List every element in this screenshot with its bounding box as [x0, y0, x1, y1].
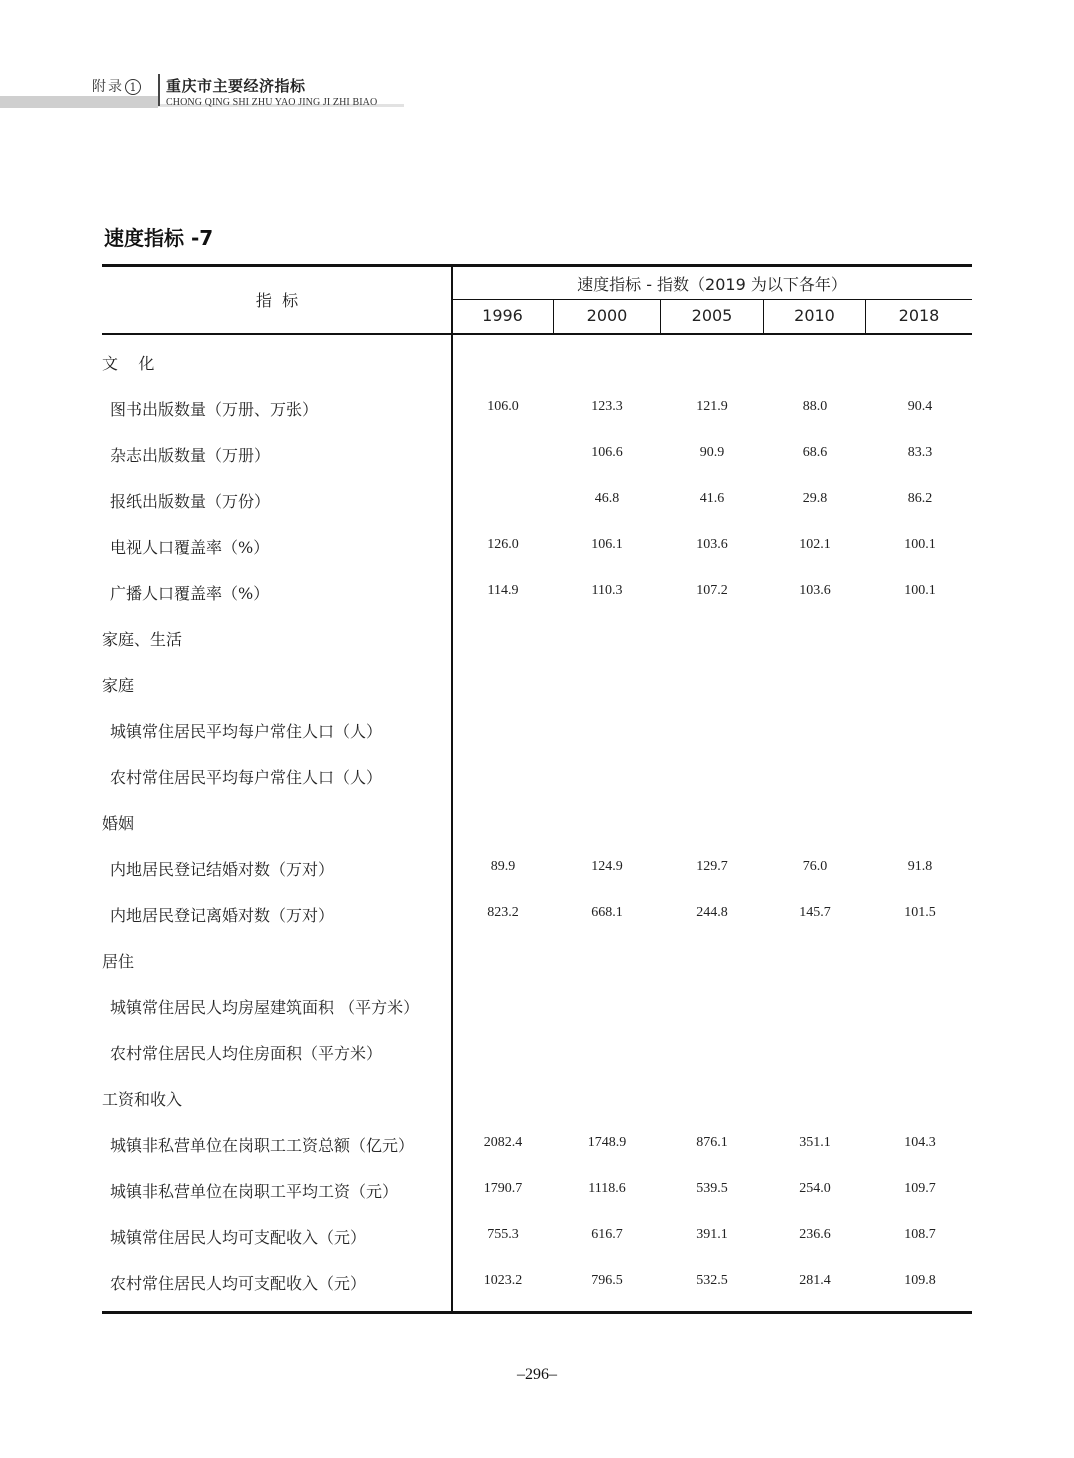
header-divider	[158, 74, 160, 106]
row-indicator-label: 城镇常住居民人均房屋建筑面积 （平方米）	[110, 998, 420, 1017]
header-subtitle: CHONG QING SHI ZHU YAO JING JI ZHI BIAO	[166, 97, 378, 108]
group-header-rule	[452, 299, 972, 300]
row-value-1996: 1023.2	[483, 1273, 523, 1288]
row-value-2010: 88.0	[802, 399, 828, 414]
row-value-2010: 254.0	[799, 1181, 831, 1196]
table-row	[102, 753, 972, 799]
row-value-2005: 539.5	[696, 1181, 728, 1196]
table-row	[102, 1029, 972, 1075]
row-value-2018: 109.7	[904, 1181, 936, 1196]
year-header: 2000	[586, 306, 628, 325]
row-value-2005: 103.6	[696, 537, 728, 552]
table-row	[102, 339, 972, 385]
row-value-1996: 2082.4	[483, 1135, 523, 1150]
row-value-2010: 68.6	[802, 445, 828, 460]
header-band	[0, 96, 158, 108]
group-header: 速度指标 - 指数（2019 为以下各年）	[577, 275, 847, 294]
row-value-2018: 90.4	[907, 399, 933, 414]
row-category-label: 工资和收入	[102, 1090, 183, 1109]
row-value-2000: 668.1	[591, 905, 623, 920]
row-indicator-label: 内地居民登记结婚对数（万对）	[110, 860, 335, 879]
row-value-1996: 89.9	[490, 859, 516, 874]
row-value-1996: 114.9	[487, 583, 519, 598]
row-value-2018: 86.2	[907, 491, 933, 506]
table-row	[102, 477, 972, 523]
row-value-2000: 1118.6	[588, 1181, 626, 1196]
row-indicator-label: 杂志出版数量（万册）	[110, 446, 271, 465]
row-value-2018: 100.1	[904, 537, 936, 552]
table-row	[102, 799, 972, 845]
year-header: 1996	[482, 306, 523, 325]
row-indicator-label: 城镇常住居民人均可支配收入（元）	[110, 1228, 367, 1247]
row-indicator-label: 广播人口覆盖率（%）	[110, 584, 270, 603]
row-value-2005: 532.5	[696, 1273, 728, 1288]
row-value-2005: 107.2	[696, 583, 728, 598]
row-value-2000: 796.5	[591, 1273, 623, 1288]
row-indicator-label: 报纸出版数量（万份）	[110, 492, 271, 511]
indicator-header: 指 标	[255, 291, 299, 310]
row-value-2005: 90.9	[699, 445, 725, 460]
table-row	[102, 1121, 972, 1167]
table-top-rule	[102, 264, 972, 267]
row-value-2010: 29.8	[802, 491, 828, 506]
table-row	[102, 1259, 972, 1305]
row-indicator-label: 城镇非私营单位在岗职工工资总额（亿元）	[110, 1136, 415, 1155]
table-bottom-rule	[102, 1311, 972, 1314]
row-indicator-label: 农村常住居民人均住房面积（平方米）	[110, 1044, 383, 1063]
appendix-number: 1	[125, 79, 141, 95]
row-value-2018: 109.8	[904, 1273, 936, 1288]
row-value-1996: 823.2	[487, 905, 519, 920]
year-header: 2005	[691, 306, 733, 325]
row-value-2018: 100.1	[904, 583, 936, 598]
table-row	[102, 1167, 972, 1213]
row-value-2018: 101.5	[904, 905, 936, 920]
row-value-2000: 1748.9	[587, 1135, 627, 1150]
row-indicator-label: 图书出版数量（万册、万张）	[110, 400, 319, 419]
year-header: 2018	[898, 306, 940, 325]
row-value-2005: 876.1	[696, 1135, 728, 1150]
row-value-1996: 106.0	[487, 399, 519, 414]
row-value-2000: 110.3	[591, 583, 623, 598]
row-value-2005: 41.6	[699, 491, 725, 506]
row-indicator-label: 城镇常住居民平均每户常住人口（人）	[110, 722, 383, 741]
row-value-2010: 102.1	[799, 537, 831, 552]
table-row	[102, 385, 972, 431]
row-value-2018: 83.3	[907, 445, 933, 460]
row-category-label: 居住	[102, 952, 135, 971]
header-title: 重庆市主要经济指标	[166, 77, 306, 95]
row-value-2000: 124.9	[591, 859, 623, 874]
row-value-2018: 104.3	[904, 1135, 936, 1150]
row-category-label: 文 化	[102, 354, 155, 373]
row-value-2000: 106.1	[591, 537, 623, 552]
data-table	[102, 264, 972, 1315]
appendix-tag	[92, 76, 141, 96]
row-value-2005: 391.1	[696, 1227, 728, 1242]
row-value-2000: 106.6	[591, 445, 623, 460]
row-value-1996: 1790.7	[483, 1181, 523, 1196]
row-category-label: 家庭、生活	[102, 630, 183, 649]
table-row	[102, 707, 972, 753]
year-header: 2010	[794, 306, 835, 325]
row-indicator-label: 农村常住居民平均每户常住人口（人）	[110, 768, 383, 787]
row-value-2010: 145.7	[799, 905, 831, 920]
table-row	[102, 1075, 972, 1121]
row-value-2000: 616.7	[591, 1227, 623, 1242]
table-title: 速度指标 -7	[104, 226, 214, 250]
row-value-2010: 351.1	[799, 1135, 831, 1150]
table-row	[102, 615, 972, 661]
row-value-2018: 108.7	[904, 1227, 936, 1242]
row-indicator-label: 电视人口覆盖率（%）	[110, 538, 270, 557]
row-value-2005: 129.7	[696, 859, 728, 874]
row-value-2000: 123.3	[591, 399, 623, 414]
row-value-2010: 76.0	[802, 859, 828, 874]
table-row	[102, 661, 972, 707]
table-row	[102, 431, 972, 477]
table-row	[102, 1213, 972, 1259]
page-number: –296–	[517, 1366, 557, 1383]
header-bottom-rule	[102, 333, 972, 335]
row-value-1996: 755.3	[487, 1227, 519, 1242]
table-row	[102, 845, 972, 891]
row-indicator-label: 城镇非私营单位在岗职工平均工资（元）	[110, 1182, 399, 1201]
row-value-2010: 281.4	[799, 1273, 831, 1288]
row-value-1996: 126.0	[487, 537, 519, 552]
appendix-tag-text: 附录	[92, 79, 124, 95]
row-value-2005: 121.9	[696, 399, 728, 414]
table-row	[102, 891, 972, 937]
table-row	[102, 937, 972, 983]
row-indicator-label: 农村常住居民人均可支配收入（元）	[110, 1274, 367, 1293]
row-value-2018: 91.8	[907, 859, 933, 874]
row-value-2010: 103.6	[799, 583, 831, 598]
row-value-2010: 236.6	[799, 1227, 831, 1242]
row-value-2000: 46.8	[594, 491, 620, 506]
row-value-2005: 244.8	[696, 905, 728, 920]
row-indicator-label: 内地居民登记离婚对数（万对）	[110, 906, 335, 925]
table-row	[102, 569, 972, 615]
row-category-label: 婚姻	[102, 814, 135, 833]
row-category-label: 家庭	[102, 676, 135, 695]
table-row	[102, 523, 972, 569]
table-row	[102, 983, 972, 1029]
